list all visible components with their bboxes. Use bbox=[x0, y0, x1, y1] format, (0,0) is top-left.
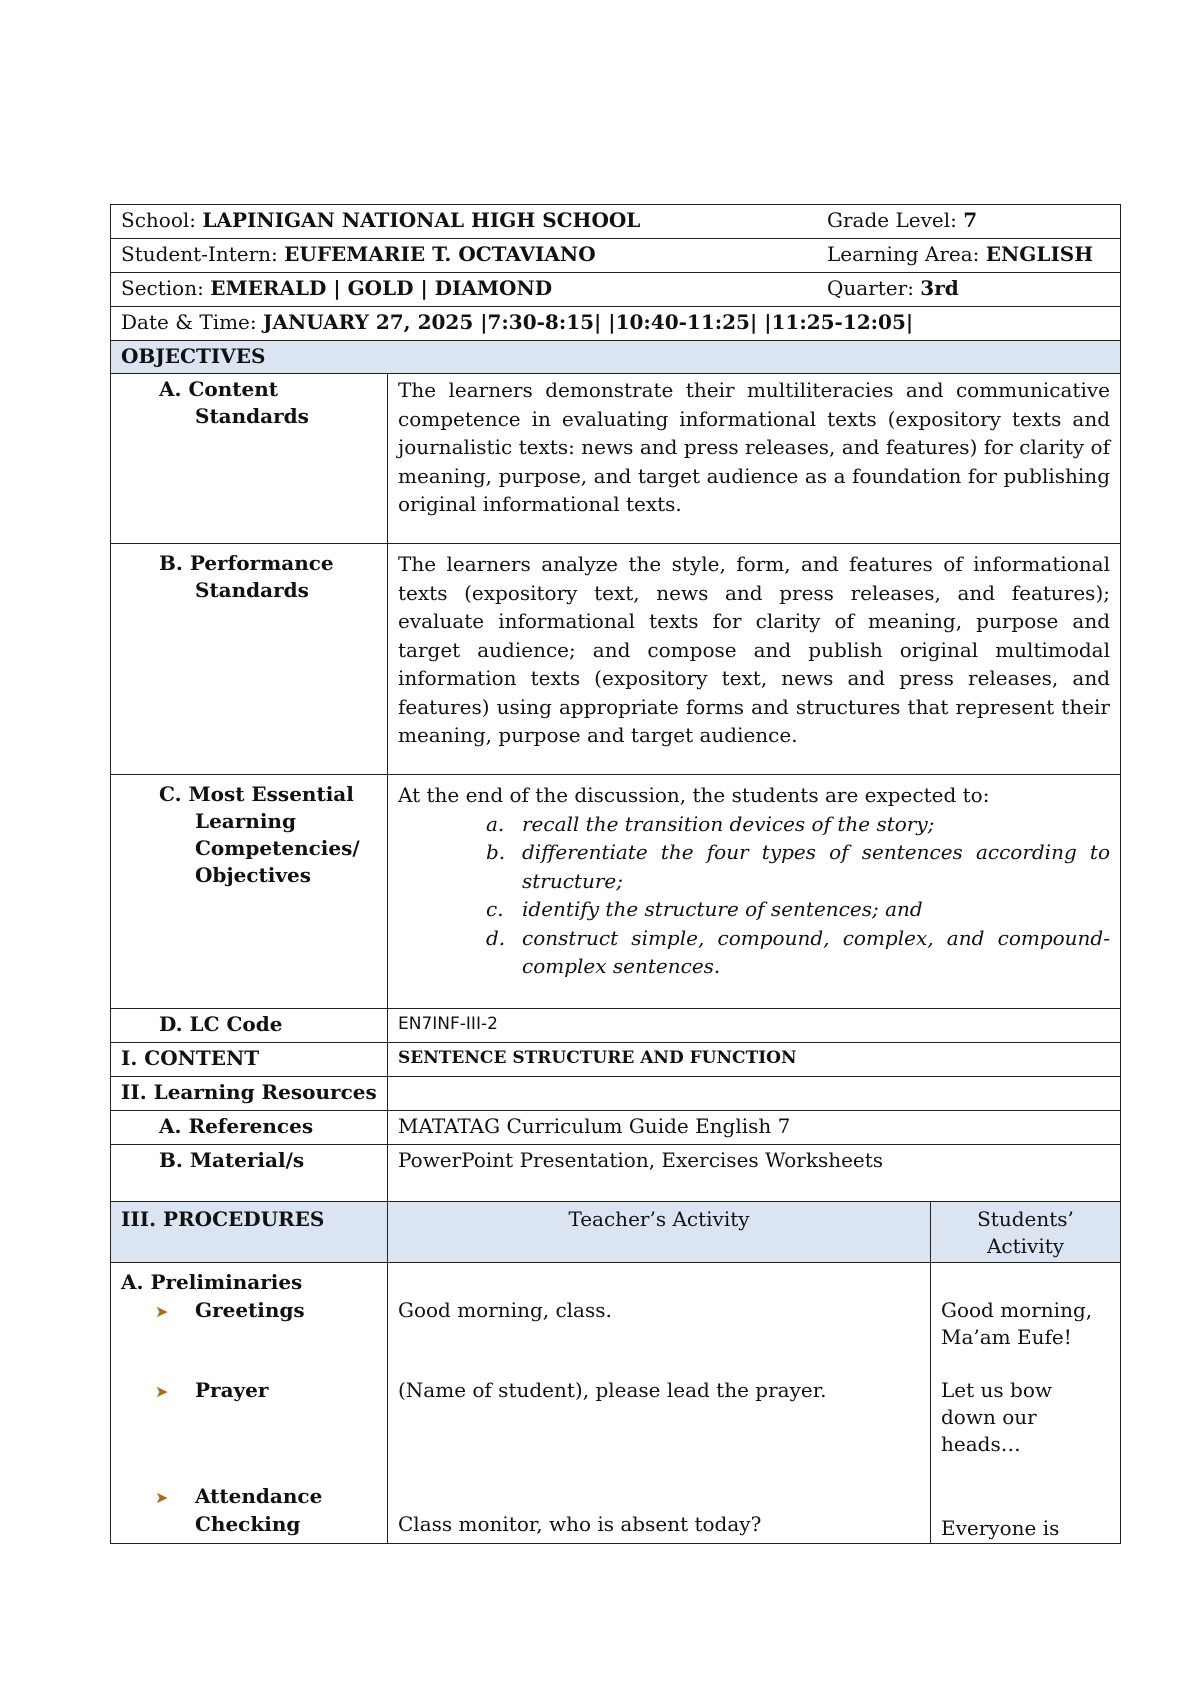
prayer-student: Let us bow down our heads… bbox=[941, 1378, 1052, 1456]
list-item: d. construct simple, compound, complex, and compound-complex sentences. bbox=[486, 925, 1110, 978]
intern-cell: Student-Intern: EUFEMARIE T. OCTAVIANO bbox=[121, 242, 596, 266]
preliminaries-teacher bbox=[388, 1263, 931, 1543]
greetings-teacher: Good morning, class. bbox=[398, 1298, 612, 1322]
greetings-student: Good morning, Ma’am Eufe! bbox=[941, 1298, 1093, 1349]
lc-code-row bbox=[110, 1008, 1121, 1042]
procedures-label: III. PROCEDURES bbox=[111, 1202, 388, 1262]
materials-value: PowerPoint Presentation, Exercises Worksheets bbox=[398, 1148, 884, 1172]
arrow-bullet-icon: ➤ bbox=[155, 1488, 169, 1507]
grade-level: 7 bbox=[963, 208, 978, 232]
header-row-section bbox=[110, 272, 1121, 306]
list-item: b. differentiate the four types of sentences according to structure; bbox=[486, 840, 1110, 893]
section-value: EMERALD | GOLD | DIAMOND bbox=[210, 276, 553, 300]
learning-area: ENGLISH bbox=[985, 242, 1094, 266]
resources-row bbox=[110, 1076, 1121, 1110]
datetime-cell: Date & Time: JANUARY 27, 2025 |7:30-8:15| |10:40-11:25| |11:25-12:05| bbox=[121, 310, 914, 334]
melc-list bbox=[398, 810, 1110, 981]
preliminaries-left bbox=[111, 1263, 388, 1543]
melc-content bbox=[388, 775, 1120, 1008]
grade-cell: Grade Level: 7 bbox=[827, 208, 978, 232]
lesson-plan-table bbox=[110, 204, 1121, 1544]
melc-intro: At the end of the discussion, the students are expected to: bbox=[398, 783, 990, 807]
objectives-title-row bbox=[110, 340, 1121, 373]
content-label: I. CONTENT bbox=[111, 1043, 388, 1076]
greetings-item: ➤ Greetings bbox=[111, 1297, 305, 1325]
references-value: MATATAG Curriculum Guide English 7 bbox=[398, 1114, 791, 1138]
students-activity-header: Students’ Activity bbox=[977, 1207, 1074, 1258]
quarter-cell: Quarter: 3rd bbox=[827, 276, 959, 300]
list-item: a. recall the transition devices of the story; bbox=[486, 811, 935, 836]
lc-code-value: EN7INF-III-2 bbox=[398, 1014, 498, 1034]
attendance-item: ➤ Attendance Checking bbox=[111, 1483, 322, 1538]
header-row-school bbox=[110, 204, 1121, 238]
melc-row bbox=[110, 774, 1121, 1008]
melc-label: C. Most Essential Learning Competencies/ Objectives bbox=[111, 775, 388, 1008]
arrow-bullet-icon: ➤ bbox=[155, 1302, 169, 1321]
content-standards-row bbox=[110, 373, 1121, 543]
arrow-bullet-icon: ➤ bbox=[155, 1382, 169, 1401]
performance-standards-row bbox=[110, 543, 1121, 774]
materials-label: B. Material/s bbox=[111, 1145, 388, 1201]
quarter-value: 3rd bbox=[920, 276, 959, 300]
section-cell: Section: EMERALD | GOLD | DIAMOND bbox=[121, 276, 553, 300]
header-row-datetime bbox=[110, 306, 1121, 340]
school-cell: School: LAPINIGAN NATIONAL HIGH SCHOOL bbox=[121, 208, 641, 232]
procedures-header-row bbox=[110, 1201, 1121, 1262]
attendance-student: Everyone is bbox=[941, 1516, 1060, 1540]
references-row bbox=[110, 1110, 1121, 1144]
attendance-teacher: Class monitor, who is absent today? bbox=[398, 1512, 762, 1536]
performance-standards-label: B. Performance Standards bbox=[111, 544, 388, 774]
preliminaries-label: A. Preliminaries bbox=[121, 1270, 303, 1294]
resources-label: II. Learning Resources bbox=[111, 1077, 388, 1110]
content-value: SENTENCE STRUCTURE AND FUNCTION bbox=[398, 1048, 797, 1068]
list-item: c. identify the structure of sentences; and bbox=[486, 897, 923, 921]
teacher-activity-header: Teacher’s Activity bbox=[388, 1202, 931, 1262]
performance-standards-text: The learners analyze the style, form, and features of informational texts (expository text, news and press releases, and features); evaluate informational texts for clarity of meaning, purpose and target audience; and compose and publish original multimodal information texts (expository text, news and press releases, and features) using appropriate forms and structures that represent their meaning, purpose and target audience. bbox=[398, 552, 1110, 747]
materials-row bbox=[110, 1144, 1121, 1201]
intern-name: EUFEMARIE T. OCTAVIANO bbox=[284, 242, 596, 266]
content-standards-label: A. Content Standards bbox=[111, 374, 388, 543]
content-row bbox=[110, 1042, 1121, 1076]
references-label: A. References bbox=[111, 1111, 388, 1144]
datetime-value: JANUARY 27, 2025 |7:30-8:15| |10:40-11:25| |11:25-12:05| bbox=[262, 310, 914, 334]
prayer-teacher: (Name of student), please lead the prayer. bbox=[398, 1378, 827, 1402]
preliminaries-students bbox=[931, 1263, 1120, 1543]
header-row-intern bbox=[110, 238, 1121, 272]
objectives-title: OBJECTIVES bbox=[121, 344, 266, 368]
lc-code-label: D. LC Code bbox=[111, 1009, 388, 1042]
school-name: LAPINIGAN NATIONAL HIGH SCHOOL bbox=[202, 208, 641, 232]
content-standards-text: The learners demonstrate their multiliteracies and communicative competence in evaluating informational texts (expository texts and journalistic texts: news and press releases, and features) for clarity of meaning, purpose, and target audience as a foundation for publishing original informational texts. bbox=[398, 378, 1110, 516]
area-cell: Learning Area: ENGLISH bbox=[827, 242, 1094, 266]
prayer-item: ➤ Prayer bbox=[111, 1377, 268, 1405]
preliminaries-row bbox=[110, 1262, 1121, 1544]
resources-empty bbox=[388, 1077, 1120, 1110]
